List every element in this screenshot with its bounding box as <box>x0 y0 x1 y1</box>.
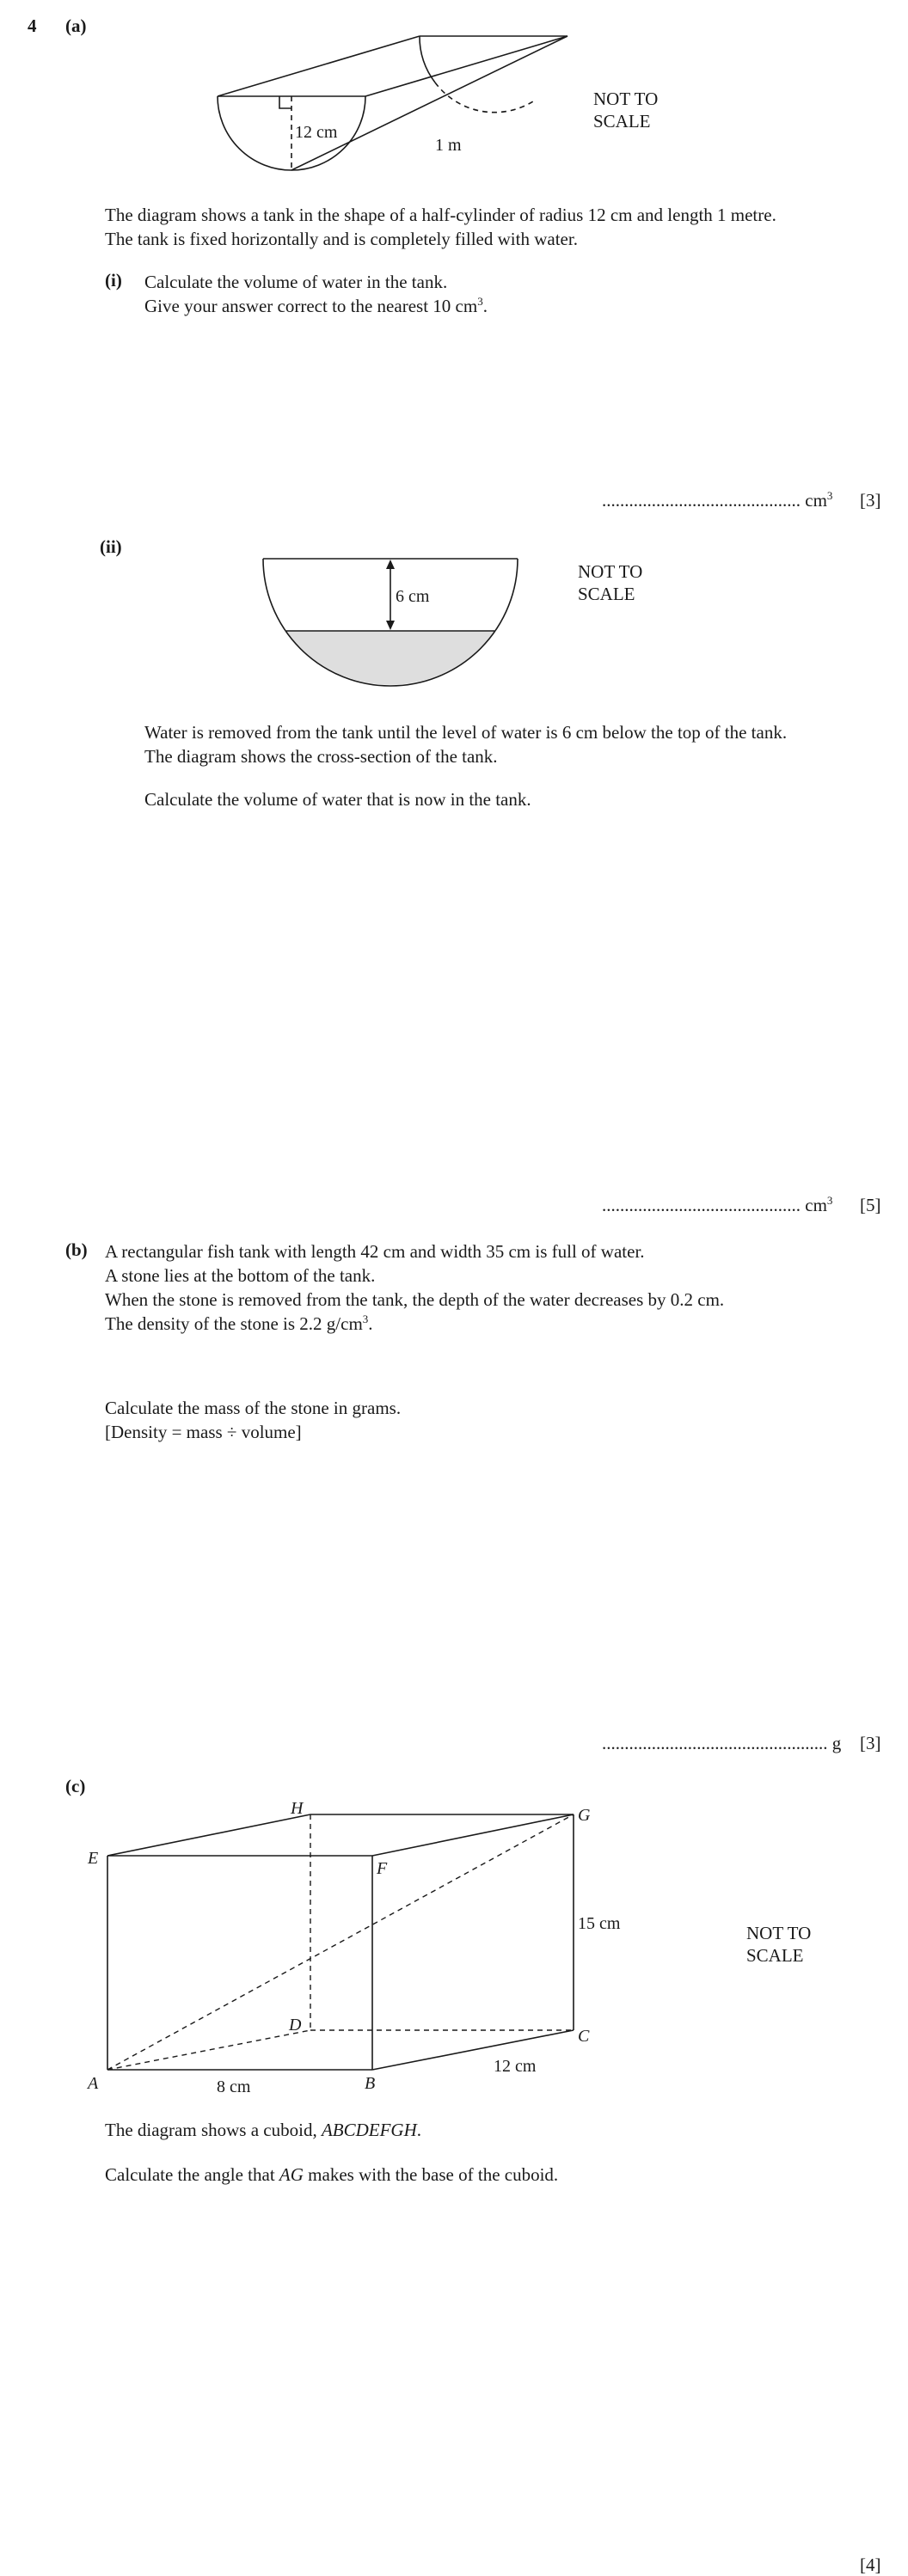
part-b-answer-line[interactable]: .................................................. g <box>602 1733 842 1753</box>
part-i-marks: [3] <box>860 490 881 511</box>
not-to-scale-line1: NOT TO <box>578 561 643 582</box>
edge-bc <box>372 2030 574 2070</box>
edge-fg <box>372 1814 574 1856</box>
length-bc: 12 cm <box>494 2057 537 2076</box>
vertex-d: D <box>289 2016 302 2034</box>
radius-label: 12 cm <box>295 123 338 142</box>
diagonal-ag <box>107 1814 574 2070</box>
part-ii-marks: [5] <box>860 1195 881 1215</box>
not-to-scale-line1: NOT TO <box>746 1923 812 1943</box>
part-i-line1: Calculate the volume of water in the tank. <box>144 272 448 292</box>
part-b-label: (b) <box>65 1239 88 1260</box>
part-i-label: (i) <box>105 270 122 291</box>
part-c-line1: The diagram shows a cuboid, ABCDEFGH. <box>105 2120 422 2140</box>
part-b-line3: When the stone is removed from the tank, the depth of the water decreases by 0.2 cm. <box>105 1289 725 1310</box>
length-ab: 8 cm <box>217 2077 251 2096</box>
hidden-edge-ad <box>107 2030 310 2070</box>
part-c-label: (c) <box>65 1776 86 1796</box>
part-ii-label: (ii) <box>100 536 122 557</box>
part-a-intro-line2: The tank is fixed horizontally and is completely filled with water. <box>105 229 578 249</box>
not-to-scale-line2: SCALE <box>593 111 651 132</box>
part-a-label: (a) <box>65 15 87 36</box>
part-b-line4: The density of the stone is 2.2 $g/cm^3$. <box>105 1312 373 1334</box>
part-a-intro-line1: The diagram shows a tank in the shape of a half-cylinder of radius 12 cm and length 1 metre. <box>105 205 776 225</box>
not-to-scale-line2: SCALE <box>578 584 635 604</box>
part-c-line2: Calculate the angle that AG makes with the base of the cuboid. <box>105 2164 559 2185</box>
part-i-line2: Give your answer correct to the nearest 10 $cm^3$. <box>144 295 488 316</box>
part-b-marks: [3] <box>860 1733 881 1753</box>
vertex-b: B <box>365 2074 376 2093</box>
vertex-g: G <box>578 1806 591 1825</box>
part-b-line2: A stone lies at the bottom of the tank. <box>105 1265 376 1286</box>
part-c-marks: [4] <box>860 2555 881 2575</box>
part-b-line6: [Density = mass ÷ volume] <box>105 1422 302 1442</box>
vertex-e: E <box>88 1849 99 1868</box>
part-ii-answer-line[interactable]: ............................................ $cm^3$ <box>602 1194 833 1215</box>
part-ii-line2: The diagram shows the cross-section of the tank. <box>144 746 498 767</box>
part-b-line1: A rectangular fish tank with length 42 cm and width 35 cm is full of water. <box>105 1241 645 1262</box>
part-ii-line3: Calculate the volume of water that is now in the tank. <box>144 789 531 810</box>
not-to-scale-line1: NOT TO <box>593 89 659 109</box>
vertex-a: A <box>88 2074 99 2093</box>
depth-label: 6 cm <box>396 587 430 606</box>
vertex-h: H <box>291 1799 304 1818</box>
length-cg: 15 cm <box>578 1914 621 1933</box>
edge-eh <box>107 1814 310 1856</box>
vertex-f: F <box>377 1859 388 1878</box>
part-b-line5: Calculate the mass of the stone in grams. <box>105 1398 402 1418</box>
part-i-answer-line[interactable]: ............................................ $cm^3$ <box>602 489 833 511</box>
question-number: 4 <box>28 15 37 36</box>
not-to-scale-line2: SCALE <box>746 1945 804 1966</box>
length-label: 1 m <box>435 136 462 155</box>
part-ii-line1: Water is removed from the tank until the level of water is 6 cm below the top of the tank. <box>144 722 788 743</box>
vertex-c: C <box>578 2027 590 2046</box>
